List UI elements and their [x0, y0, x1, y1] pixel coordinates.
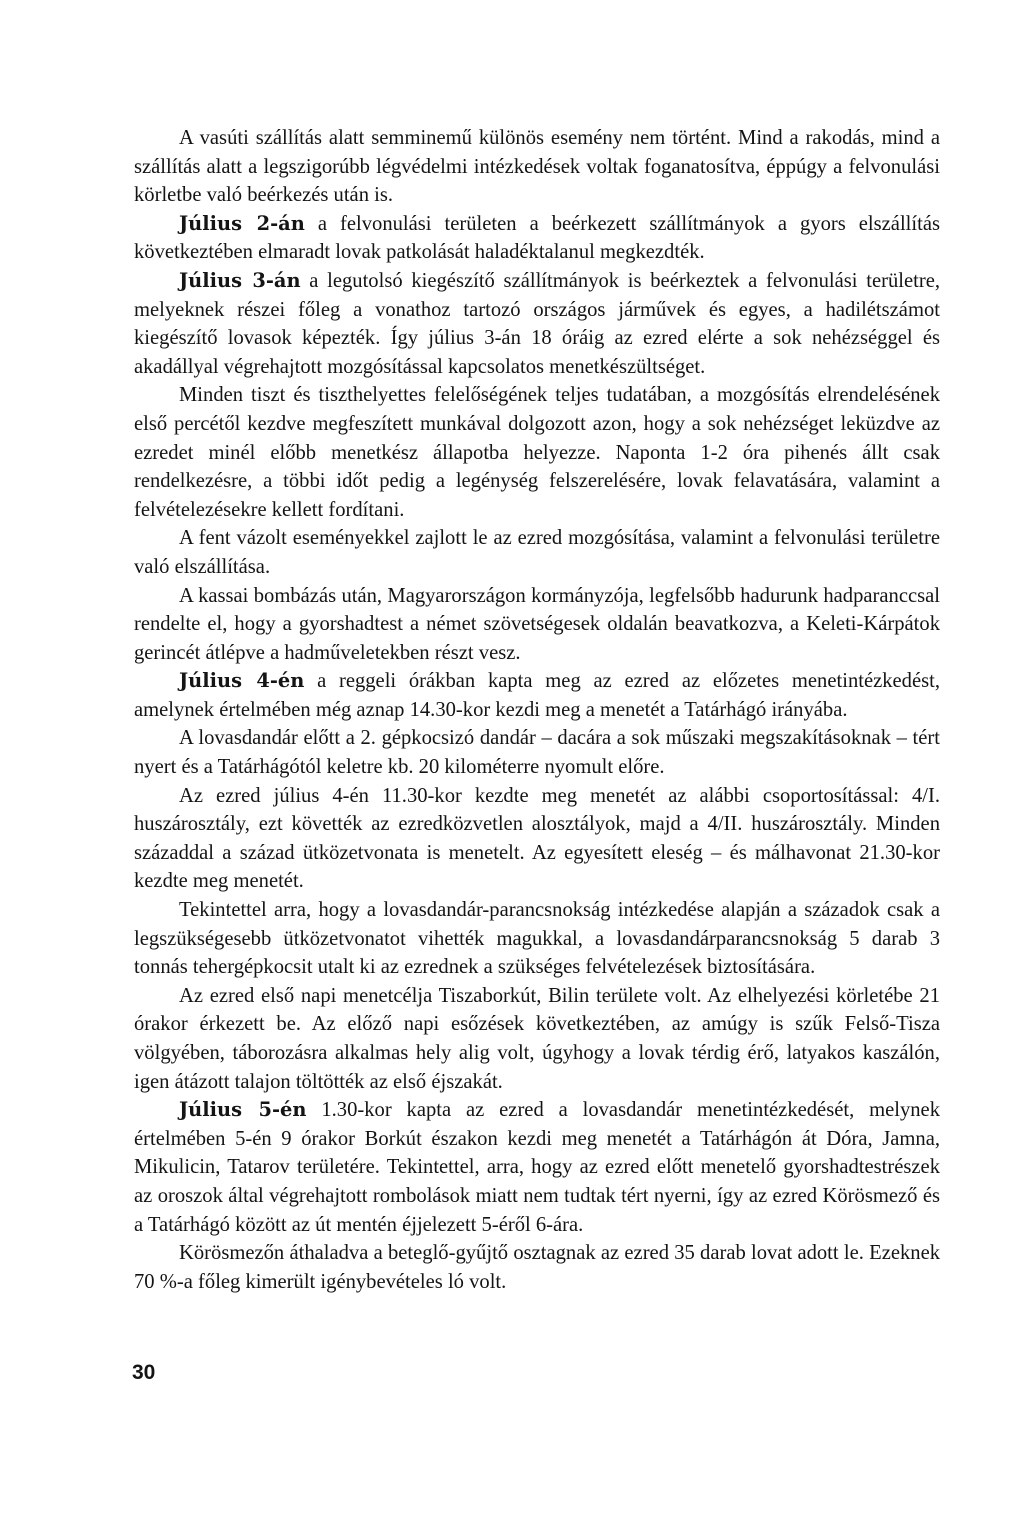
paragraph-text: Tekintettel arra, hogy a lovasdandár-parancsnokság intézkedése alapján a századok csak a legszükségesebb ütközetvonatot vihették magukkal, a lovasdandárparancsnokság 5 darab 3 tonnás tehergépkocsit utalt ki az ezrednek a szükséges felvételezések biztosítására.	[134, 899, 940, 979]
paragraph-4	[134, 381, 940, 524]
date-lead: Július 3-án	[179, 268, 301, 292]
paragraph-text: Az ezred első napi menetcélja Tiszaborkút, Bilin területe volt. Az elhelyezési körletébe 21 órakor érkezett be. Az előző napi esőzések következtében, az amúgy is szűk Felső-Tisza völgyében, táborozásra alkalmas hely alig volt, úgyhogy a lovak térdig érő, latyakos kaszálón, igen átázott talajon töltötték az első éjszakát.	[134, 984, 940, 1093]
paragraph-9	[134, 782, 940, 896]
paragraph-1	[134, 124, 940, 210]
date-lead: Július 5-én	[179, 1098, 307, 1122]
paragraph-text: a felvonulási területen a beérkezett szállítmányok a gyors elszállítás következtében elmaradt lovak patkolását haladéktalanul megkezdték.	[134, 212, 940, 264]
date-lead: Július 4-én	[179, 669, 305, 693]
body-text	[134, 124, 940, 1296]
paragraph-3	[134, 267, 940, 381]
paragraph-text: a legutolsó kiegészítő szállítmányok is beérkeztek a felvonulási területre, melyeknek részei főleg a vonathoz tartozó országos járművek és egyes, a hadilétszámot kiegészítő lovasok képezték. Így július 3-án 18 óráig az ezred elérte a sok nehézséggel és akadállyal végrehajtott mozgósítással kapcsolatos menetkészültséget.	[134, 269, 940, 378]
paragraph-10	[134, 896, 940, 982]
paragraph-text: a reggeli órákban kapta meg az ezred az előzetes menetintézkedést, amelynek értelmében még aznap 14.30-kor kezdi meg a menetét a Tatárhágó irányába.	[134, 670, 940, 721]
paragraph-8	[134, 724, 940, 781]
paragraph-text: A lovasdandár előtt a 2. gépkocsizó dandár – dacára a sok műszaki megszakításoknak – tért nyert és a Tatárhágótól keletre kb. 20 kilométerre nyomult előre.	[134, 727, 940, 779]
paragraph-text: Körösmezőn áthaladva a beteglő-gyűjtő osztagnak az ezred 35 darab lovat adott le. Ezeknek 70 %-a főleg kimerült igénybevételes ló volt.	[134, 1242, 940, 1293]
paragraph-2	[134, 210, 940, 267]
paragraph-text: 1.30-kor kapta az ezred a lovasdandár menetintézkedését, melynek értelmében 5-én 9 órakor Borkút északon kezdi meg menetét a Tatárhágón át Dóra, Jamna, Mikulicin, Tatarov területére. Tekintettel, arra, hogy az ezred előtt menetelő gyorshadtestrészek az oroszok által végrehajtott rombolások miatt nem tudtak tért nyerni, így az ezred Körösmező és a Tatárhágó között az út mentén éjjelezett 5-éről 6-ára.	[134, 1099, 940, 1236]
paragraph-12	[134, 1096, 940, 1239]
paragraph-11	[134, 982, 940, 1096]
page-number: 30	[132, 1361, 156, 1384]
paragraph-5	[134, 524, 940, 581]
paragraph-text: Minden tiszt és tiszthelyettes felelőségének teljes tudatában, a mozgósítás elrendelésének első percétől kezdve megfeszített munkával dolgozott azon, hogy a sok nehézséget leküzdve az ezredet minél előbb menetkész állapotba helyezze. Naponta 1-2 óra pihenés állt csak rendelkezésre, a többi időt pedig a legénység felszerelésére, lovak felavatására, valamint a felvételezésekre kellett fordítani.	[134, 384, 940, 521]
paragraph-text: A vasúti szállítás alatt semminemű különös esemény nem történt. Mind a rakodás, mind a szállítás alatt a legszigorúbb légvédelmi intézkedések voltak foganatosítva, éppúgy a felvonulási körletbe való beérkezés után is.	[134, 127, 940, 207]
paragraph-text: Az ezred július 4-én 11.30-kor kezdte meg menetét az alábbi csoportosítással: 4/I. huszárosztály, ezt követték az ezredközvetlen alosztályok, majd a 4/II. huszárosztály. Minden századdal a század ütközetvonata is menetelt. Az egyesített eleség – és málhavonat 21.30-kor kezdte meg menetét.	[134, 784, 940, 893]
paragraph-text: A kassai bombázás után, Magyarországon kormányzója, legfelsőbb hadurunk hadparanccsal rendelte el, hogy a gyorshadtest a német szövetségesek oldalán beavatkozva, a Keleti-Kárpátok gerincét átlépve a hadműveletekben részt vesz.	[134, 584, 940, 664]
date-lead: Július 2-án	[179, 211, 305, 235]
paragraph-13	[134, 1239, 940, 1296]
paragraph-7	[134, 667, 940, 724]
paragraph-6	[134, 582, 940, 668]
paragraph-text: A fent vázolt eseményekkel zajlott le az ezred mozgósítása, valamint a felvonulási területre való elszállítása.	[134, 527, 940, 578]
